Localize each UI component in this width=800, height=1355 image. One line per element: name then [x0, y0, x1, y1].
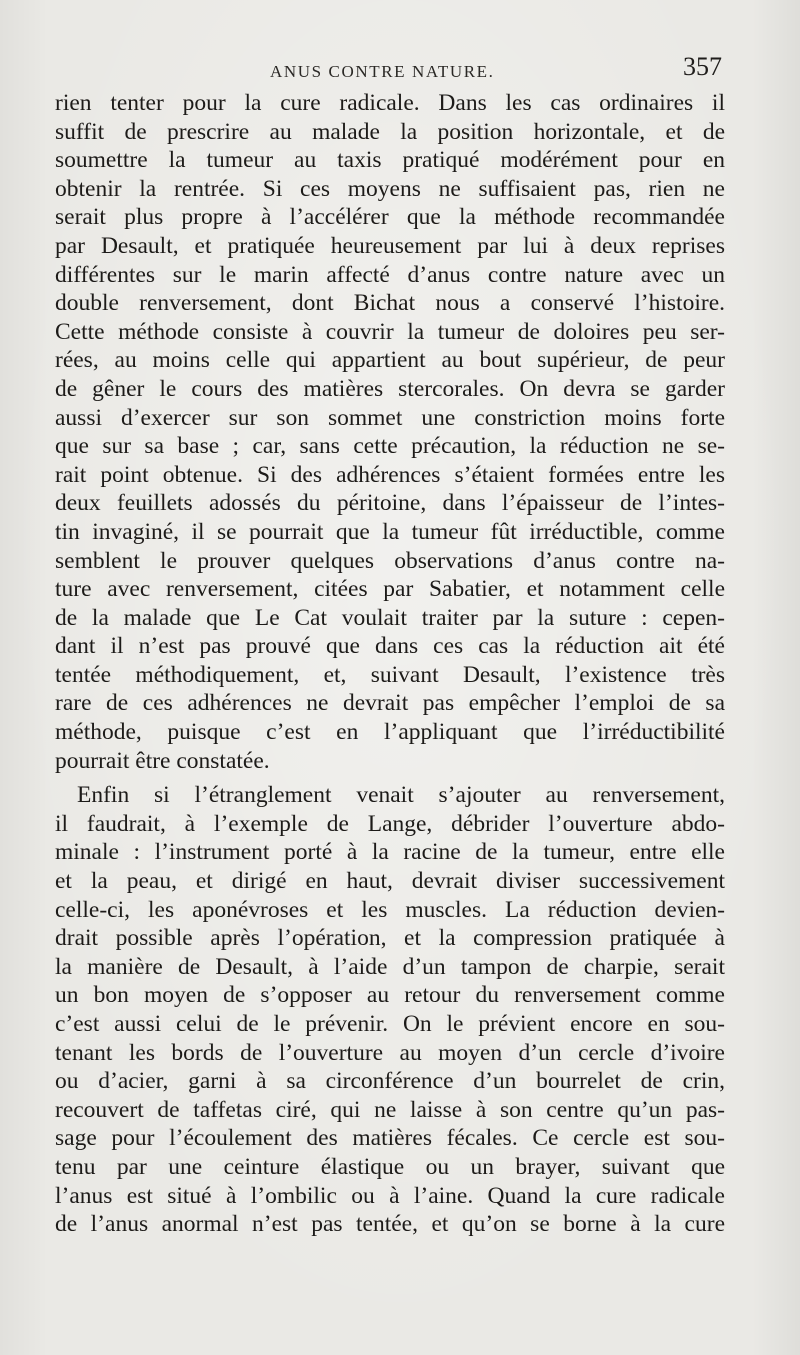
text-line: que sur sa base ; car, sans cette précaution, la réduction ne se-	[55, 433, 725, 460]
text-line: rien tenter pour la cure radicale. Dans les cas ordinaires il	[55, 90, 725, 116]
text-line: suffit de prescrire au malade la position horizontale, et de	[55, 118, 725, 145]
text-line: de gêner le cours des matières stercorales. On devra se garder	[55, 375, 725, 402]
text-line: tentée méthodiquement, et, suivant Desault, l’existence très	[55, 661, 725, 688]
text-line: sage pour l’écoulement des matières fécales. Ce cercle est sou-	[55, 1125, 725, 1152]
text-line: ture avec renversement, citées par Sabatier, et notamment celle	[55, 576, 725, 603]
text-line: Cette méthode consiste à couvrir la tumeur de doloires peu ser-	[55, 318, 725, 345]
text-line: minale : l’instrument porté à la racine de la tumeur, entre elle	[55, 839, 725, 866]
text-line: et la peau, et dirigé en haut, devrait diviser successivement	[55, 868, 725, 895]
text-line: serait plus propre à l’accélérer que la méthode recommandée	[55, 204, 725, 231]
text-line: par Desault, et pratiquée heureusement par lui à deux reprises	[55, 232, 725, 259]
text-line: rare de ces adhérences ne devrait pas empêcher l’emploi de sa	[55, 690, 725, 717]
text-line: obtenir la rentrée. Si ces moyens ne suffisaient pas, rien ne	[55, 175, 725, 202]
text-line: tenant les bords de l’ouverture au moyen d’un cercle d’ivoire	[55, 1039, 725, 1066]
text-line: drait possible après l’opération, et la compression pratiquée à	[55, 925, 725, 952]
text-line: semblent le prouver quelques observations d’anus contre na-	[55, 547, 725, 574]
text-line: deux feuillets adossés du péritoine, dans l’épaisseur de l’intes-	[55, 490, 725, 517]
text-line: ou d’acier, garni à sa circonférence d’un bourrelet de crin,	[55, 1068, 725, 1095]
text-line: rait point obtenue. Si des adhérences s’étaient formées entre les	[55, 461, 725, 488]
text-line: soumettre la tumeur au taxis pratiqué modérément pour en	[55, 147, 725, 174]
text-line: Enfin si l’étranglement venait s’ajouter au renversement,	[77, 782, 725, 809]
text-line: de l’anus anormal n’est pas tentée, et qu’on se borne à la cure	[55, 1211, 725, 1238]
text-line: c’est aussi celui de le prévenir. On le prévient encore en sou-	[55, 1011, 725, 1037]
text-line: de la malade que Le Cat voulait traiter par la suture : cepen-	[55, 604, 725, 631]
text-line: méthode, puisque c’est en l’appliquant que l’irréductibilité	[55, 719, 725, 746]
text-line: celle-ci, les aponévroses et les muscles. La réduction devien-	[55, 896, 725, 923]
text-line: il faudrait, à l’exemple de Lange, débrider l’ouverture abdo-	[55, 810, 725, 837]
page-number: 357	[683, 52, 722, 81]
text-line: rées, au moins celle qui appartient au bout supérieur, de peur	[55, 347, 725, 374]
paragraph	[55, 781, 725, 1239]
text-line: double renversement, dont Bichat nous a conservé l’histoire.	[55, 290, 725, 317]
text-line: dant il n’est pas prouvé que dans ces cas la réduction ait été	[55, 633, 725, 660]
running-head: ANUS CONTRE NATURE.	[270, 62, 495, 81]
text-line: l’anus est situé à l’ombilic ou à l’aine. Quand la cure radicale	[55, 1182, 725, 1209]
body-text	[55, 89, 725, 1239]
text-line: recouvert de taffetas ciré, qui ne laisse à son centre qu’un pas-	[55, 1096, 725, 1123]
text-line: différentes sur le marin affecté d’anus contre nature avec un	[55, 261, 725, 288]
text-line: pourrait être constatée.	[55, 747, 270, 774]
text-line: aussi d’exercer sur son sommet une constriction moins forte	[55, 404, 725, 431]
text-line: tin invaginé, il se pourrait que la tumeur fût irréductible, comme	[55, 518, 725, 545]
paragraph	[55, 89, 725, 775]
text-line: la manière de Desault, à l’aide d’un tampon de charpie, serait	[55, 953, 725, 980]
text-line: tenu par une ceinture élastique ou un brayer, suivant que	[55, 1153, 725, 1180]
text-line: un bon moyen de s’opposer au retour du renversement comme	[55, 982, 725, 1009]
